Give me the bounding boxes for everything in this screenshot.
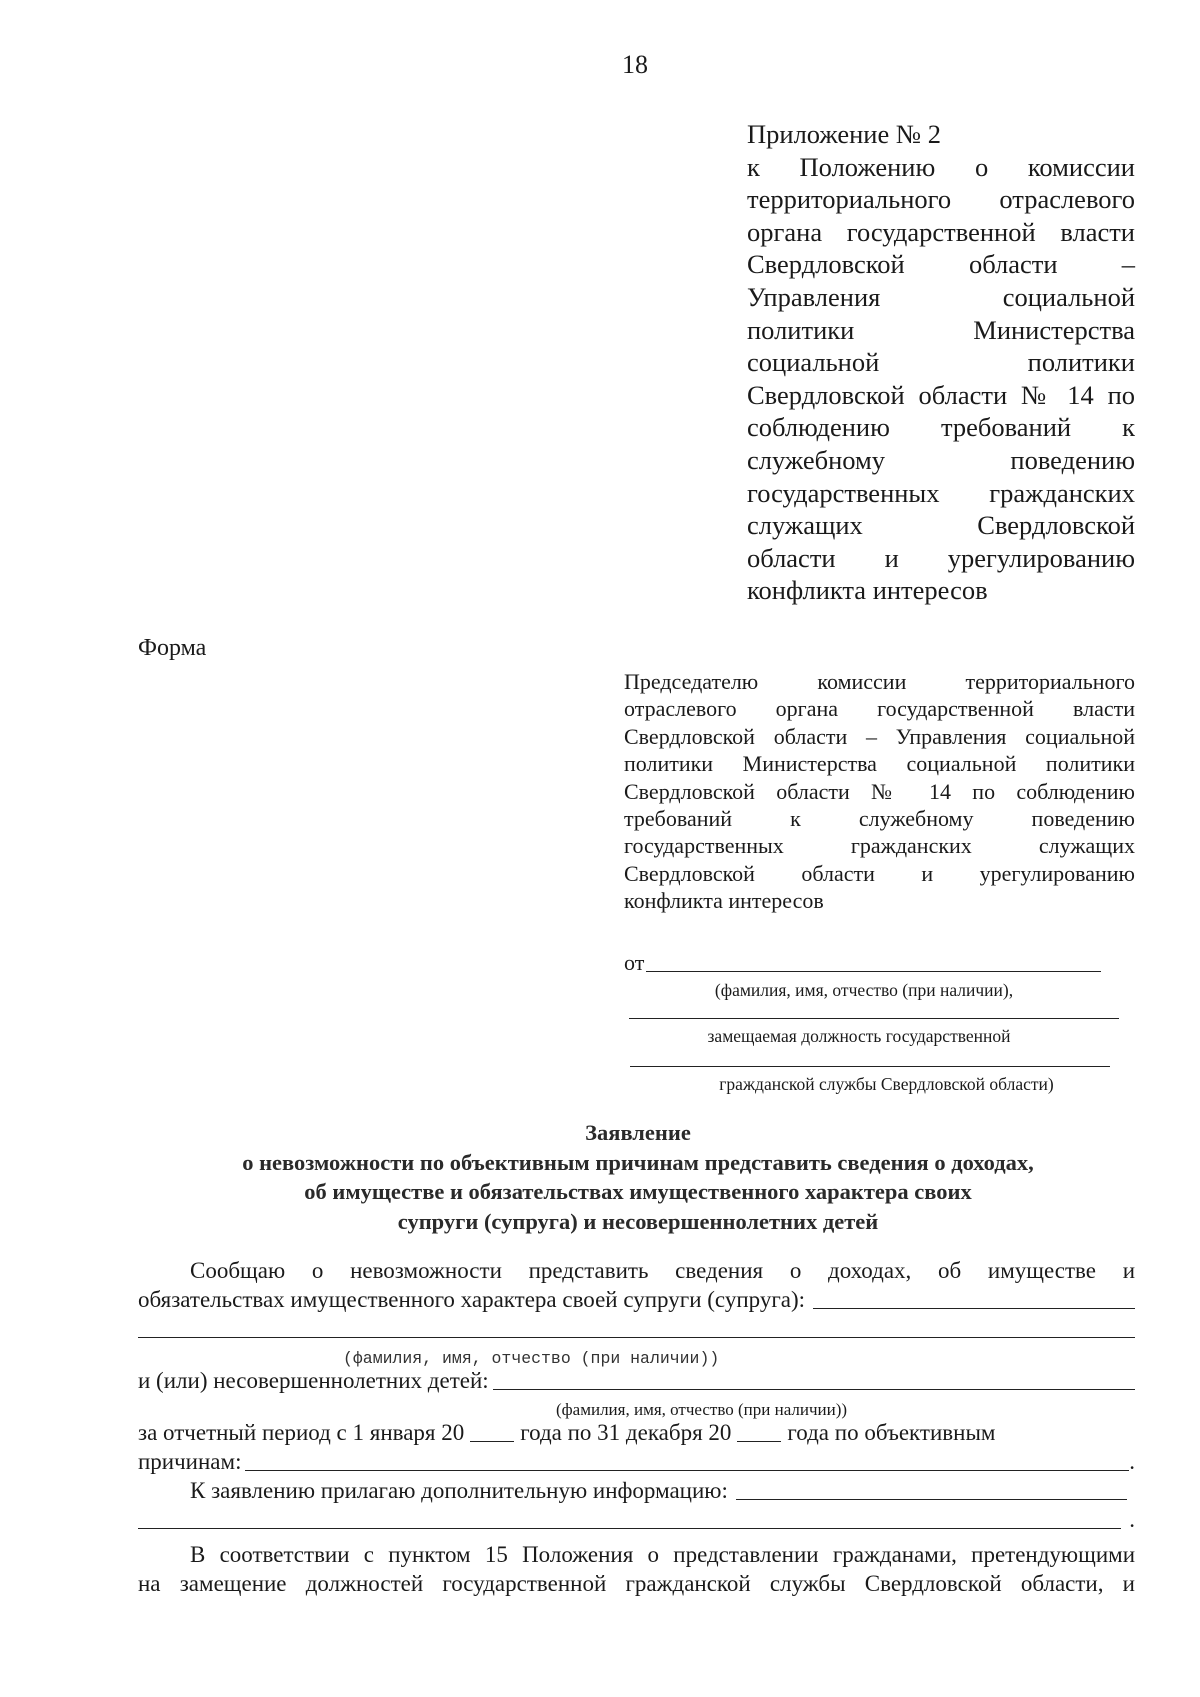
- spouse-hint-row: [138, 1343, 1135, 1366]
- children-hint-row: [138, 1395, 1135, 1418]
- appendix-block: [747, 118, 1135, 607]
- addressee-line: Председателю комиссии территориального: [624, 669, 1135, 694]
- statement-body: [138, 1256, 1135, 1598]
- form-label: Форма: [138, 635, 207, 661]
- applicant-position-line[interactable]: [629, 1001, 1119, 1019]
- addressee-line: государственных гражданских служащих: [624, 833, 1135, 859]
- applicant-service-hint: гражданской службы Свердловской области): [719, 1074, 1054, 1094]
- applicant-service-line[interactable]: [630, 1047, 1110, 1067]
- applicant-name-hint: (фамилия, имя, отчество (при наличии),: [714, 980, 1014, 1000]
- appendix-line: служебному поведению: [747, 444, 1135, 475]
- applicant-position-hint: замещаемая должность государственной: [707, 1026, 1011, 1046]
- appendix-line: социальной политики: [747, 347, 1135, 378]
- spouse-name-hint: (фамилия, имя, отчество (при наличии)): [343, 1349, 720, 1368]
- body-line: Сообщаю о невозможности представить сведения о доходах, об имуществе и: [190, 1258, 1135, 1283]
- appendix-line: области и урегулированию: [747, 542, 1135, 573]
- appendix-line: конфликта интересов: [747, 575, 988, 606]
- appendix-line: государственных гражданских: [747, 477, 1135, 508]
- appendix-line: политики Министерства: [747, 314, 1135, 345]
- spouse-name-line[interactable]: [813, 1308, 1135, 1309]
- appendix-line: служащих Свердловской: [747, 510, 1135, 541]
- appendix-line: Приложение № 2: [747, 119, 942, 149]
- appendix-line: Свердловской области –: [747, 249, 1135, 280]
- children-names-line[interactable]: [493, 1389, 1135, 1390]
- body-line: .: [138, 1505, 1135, 1534]
- addressee-line: Свердловской области и урегулированию: [624, 860, 1135, 886]
- appendix-line: Свердловской области № 14 по: [747, 379, 1135, 410]
- appendix-line: территориального отраслевого: [747, 184, 1135, 215]
- additional-info-line[interactable]: [736, 1499, 1127, 1500]
- spouse-name-line-2[interactable]: [138, 1337, 1135, 1338]
- applicant-name-row: [624, 950, 1144, 976]
- appendix-line: к Положению о комиссии: [747, 151, 1135, 182]
- page-number: 18: [622, 50, 648, 79]
- addressee-line: требований к служебному поведению: [624, 806, 1135, 832]
- addressee-block: [624, 668, 1135, 915]
- title-line: о невозможности по объективным причинам представить сведения о доходах,: [242, 1149, 1034, 1175]
- from-label: от: [624, 950, 645, 975]
- body-line: причинам: .: [138, 1449, 1135, 1474]
- title-heading: Заявление: [585, 1120, 691, 1145]
- applicant-name-line[interactable]: [646, 971, 1101, 972]
- title-line: об имуществе и обязательствах имущественного характера своих: [304, 1179, 972, 1204]
- body-line: за отчетный период с 1 января 20 года по 31 декабря 20 года по объективным: [138, 1420, 996, 1445]
- period-start-year-blank[interactable]: [470, 1421, 514, 1442]
- body-line: и (или) несовершеннолетних детей:: [138, 1366, 1135, 1395]
- addressee-line: отраслевого органа государственной власти: [624, 696, 1135, 722]
- appendix-line: Управления социальной: [747, 281, 1135, 312]
- body-line: В соответствии с пунктом 15 Положения о представлении гражданами, претендующими: [190, 1542, 1135, 1567]
- period-end-year-blank[interactable]: [737, 1421, 781, 1442]
- additional-info-line-2[interactable]: [138, 1528, 1121, 1529]
- document-title: [138, 1118, 1138, 1236]
- title-line: супруги (супруга) и несовершеннолетних детей: [397, 1208, 879, 1234]
- appendix-line: органа государственной власти: [747, 216, 1135, 247]
- applicant-block: [624, 950, 1144, 1095]
- addressee-line: Свердловской области № 14 по соблюдению: [624, 778, 1135, 804]
- reasons-line[interactable]: [245, 1470, 1129, 1471]
- addressee-line: Свердловской области – Управления социальной: [624, 723, 1135, 749]
- body-line: [138, 1314, 1135, 1343]
- children-names-hint: (фамилия, имя, отчество (при наличии)): [556, 1400, 848, 1419]
- body-line: К заявлению прилагаю дополнительную информацию:: [138, 1476, 1135, 1505]
- body-line: на замещение должностей государственной гражданской службы Свердловской области, и: [138, 1571, 1135, 1596]
- body-line: обязательствах имущественного характера своей супруги (супруга):: [138, 1285, 1135, 1314]
- appendix-line: соблюдению требований к: [747, 412, 1135, 443]
- addressee-line: политики Министерства социальной политики: [624, 751, 1135, 777]
- addressee-line: конфликта интересов: [624, 888, 824, 914]
